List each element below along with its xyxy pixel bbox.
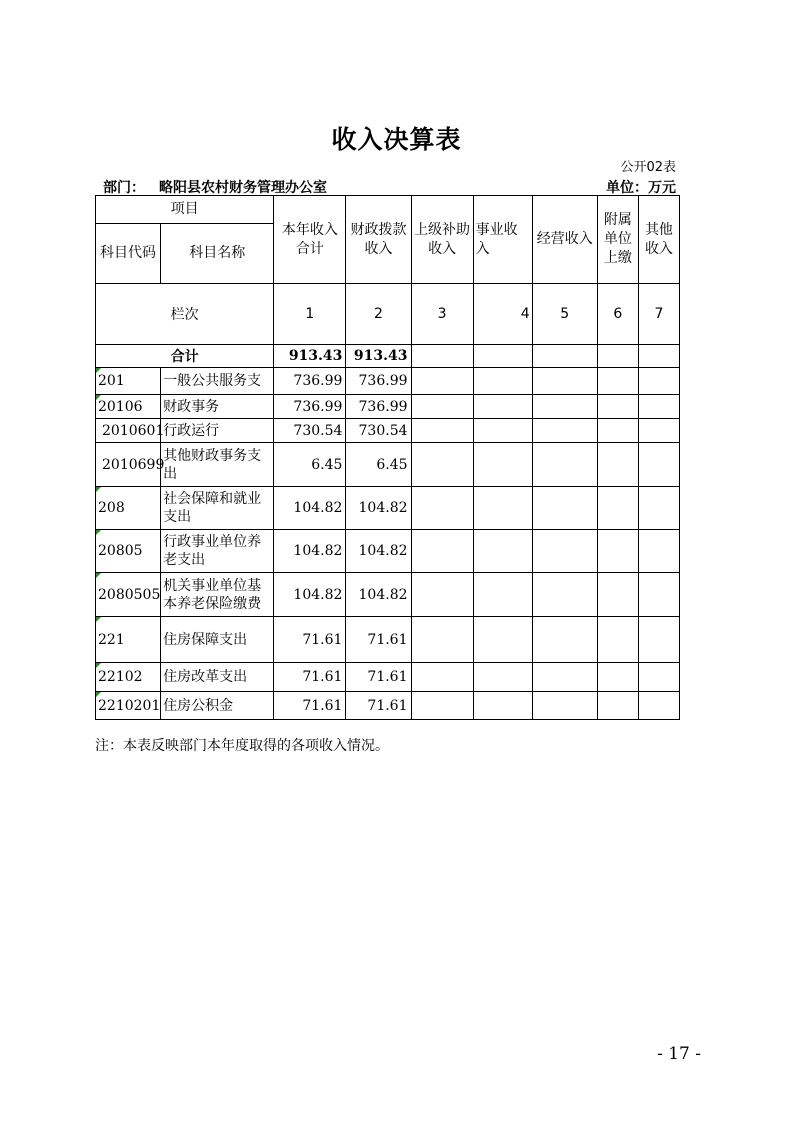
row-name: 行政事业单位养老支出	[161, 530, 274, 573]
row-col1: 104.82	[274, 573, 346, 617]
total-col2: 913.43	[346, 345, 411, 368]
row-name: 住房改革支出	[161, 663, 274, 692]
header-col6: 附属单位上缴	[597, 196, 638, 284]
header-project: 项目	[96, 196, 274, 224]
row-code: 20106	[98, 398, 143, 415]
table-row	[96, 443, 680, 487]
row-code: 20805	[98, 543, 143, 559]
column-number: 6	[597, 284, 638, 345]
row-col2: 736.99	[346, 395, 411, 419]
row-code: 2010601	[102, 422, 165, 439]
row-code: 208	[98, 500, 125, 516]
row-name: 住房公积金	[161, 692, 274, 720]
row-name: 其他财政事务支出	[161, 443, 274, 487]
row-name: 机关事业单位基本养老保险缴费	[161, 573, 274, 617]
row-col2: 104.82	[346, 487, 411, 530]
table-row	[96, 692, 680, 720]
row-name: 一般公共服务支	[161, 368, 274, 395]
row-code: 201	[98, 373, 125, 389]
row-col1: 104.82	[274, 487, 346, 530]
row-code: 2210201	[98, 697, 161, 714]
row-col1: 71.61	[274, 692, 346, 720]
column-number: 7	[638, 284, 679, 345]
header-col4: 事业收入	[473, 196, 532, 284]
row-code: 2080505	[98, 586, 161, 603]
header-col1: 本年收入合计	[274, 196, 346, 284]
form-number: 公开02表	[620, 160, 676, 175]
header-col7: 其他收入	[638, 196, 679, 284]
department-line	[103, 177, 341, 197]
total-row	[96, 345, 680, 368]
row-name: 社会保障和就业支出	[161, 487, 274, 530]
total-label: 合计	[96, 345, 274, 368]
row-col2: 730.54	[346, 419, 411, 443]
row-name: 财政事务	[161, 395, 274, 419]
row-col2: 736.99	[346, 368, 411, 395]
row-col1: 736.99	[274, 395, 346, 419]
table-row	[96, 395, 680, 419]
header-code: 科目代码	[96, 224, 161, 284]
header-name: 科目名称	[161, 224, 274, 284]
row-col2: 71.61	[346, 663, 411, 692]
row-col1: 71.61	[274, 663, 346, 692]
row-col2: 71.61	[346, 617, 411, 663]
row-code: 2010699	[102, 456, 165, 473]
department-name: 略阳县农村财务管理办公室	[159, 180, 327, 196]
row-col1: 736.99	[274, 368, 346, 395]
header-col2: 财政拨款收入	[346, 196, 411, 284]
table-row	[96, 368, 680, 395]
row-col2: 71.61	[346, 692, 411, 720]
row-col1: 730.54	[274, 419, 346, 443]
column-index-label: 栏次	[96, 284, 274, 345]
table-row	[96, 573, 680, 617]
row-col2: 104.82	[346, 530, 411, 573]
column-number: 3	[411, 284, 473, 345]
table-row	[96, 530, 680, 573]
header-col5: 经营收入	[532, 196, 597, 284]
header-col3: 上级补助收入	[411, 196, 473, 284]
table-row	[96, 419, 680, 443]
column-number: 2	[346, 284, 411, 345]
page-number: - 17 -	[657, 1044, 701, 1064]
income-table	[95, 195, 680, 720]
row-col2: 6.45	[346, 443, 411, 487]
table-row	[96, 487, 680, 530]
table-note: 注：本表反映部门本年度取得的各项收入情况。	[95, 738, 389, 754]
row-name: 行政运行	[161, 419, 274, 443]
table-row	[96, 663, 680, 692]
column-number: 1	[274, 284, 346, 345]
column-number: 5	[532, 284, 597, 345]
total-col1: 913.43	[274, 345, 346, 368]
row-name: 住房保障支出	[161, 617, 274, 663]
row-col1: 71.61	[274, 617, 346, 663]
unit-label: 单位：万元	[606, 180, 676, 196]
table-row	[96, 617, 680, 663]
page-title: 收入决算表	[331, 125, 462, 154]
row-col2: 104.82	[346, 573, 411, 617]
row-col1: 104.82	[274, 530, 346, 573]
row-col1: 6.45	[274, 443, 346, 487]
row-code: 22102	[98, 669, 143, 685]
column-number: 4	[473, 284, 532, 345]
row-code: 221	[98, 631, 125, 648]
department-label: 部门：	[103, 180, 145, 196]
